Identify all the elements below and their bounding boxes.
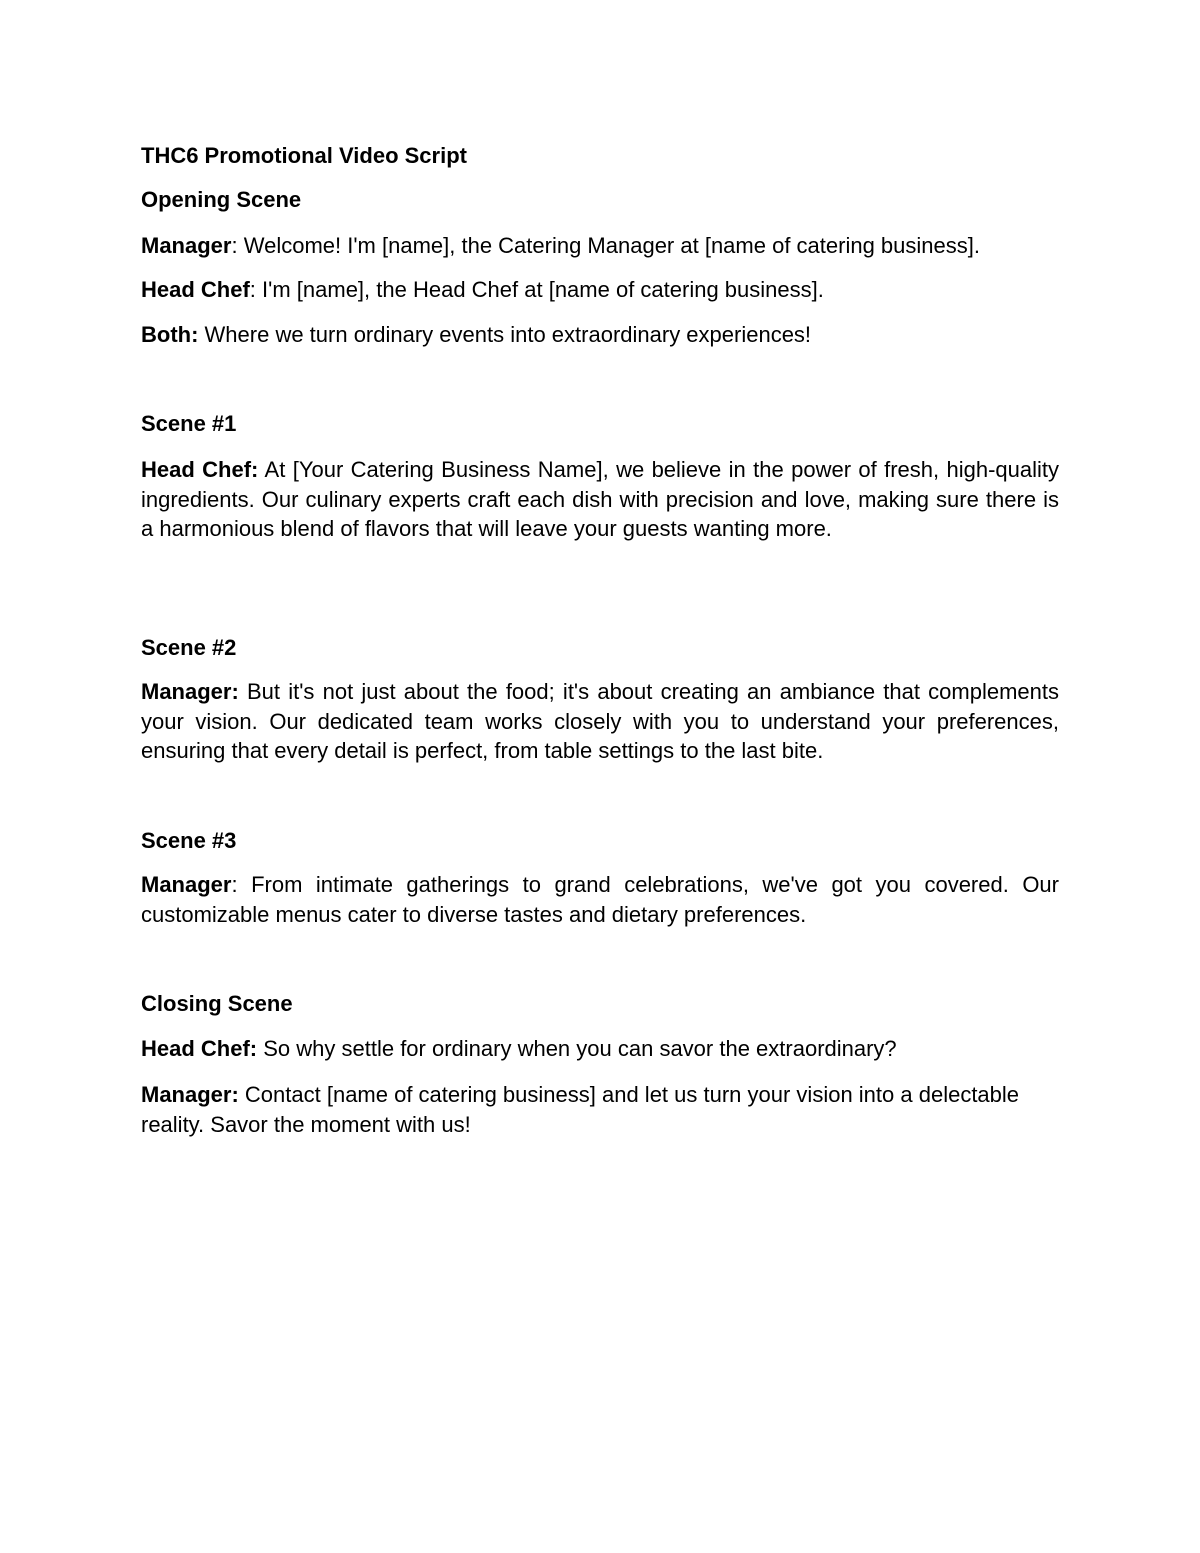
speaker-label: Head Chef bbox=[141, 277, 250, 302]
section-heading-scene-1: Scene #1 bbox=[141, 411, 237, 436]
speaker-label: Head Chef: bbox=[141, 1036, 258, 1061]
dialogue-text: But it's not just about the food; it's about creating an ambiance that complements your vision. Our dedicated team works closely with you to understand your preferences, ensuring that every detail is perfect, from table settings to the last bite. bbox=[141, 679, 1059, 763]
document-title: THC6 Promotional Video Script bbox=[141, 143, 467, 168]
section-heading-closing-scene: Closing Scene bbox=[141, 991, 293, 1016]
dialogue-line-manager-welcome bbox=[141, 231, 1059, 261]
dialogue-text: So why settle for ordinary when you can savor the extraordinary? bbox=[257, 1036, 897, 1061]
section-heading-scene-3: Scene #3 bbox=[141, 828, 237, 853]
speaker-label: Manager bbox=[141, 233, 232, 258]
dialogue-line-manager-closing bbox=[141, 1080, 1059, 1139]
dialogue-text: Welcome! I'm [name], the Catering Manager at [name of catering business]. bbox=[237, 233, 980, 258]
dialogue-line-manager-scene-2 bbox=[141, 677, 1059, 766]
speaker-label: Manager: bbox=[141, 679, 239, 704]
dialogue-line-both bbox=[141, 320, 1059, 350]
dialogue-text: Contact [name of catering business] and let us turn your vision into a delectable reality. Savor the moment with us! bbox=[141, 1082, 1020, 1137]
section-heading-opening-scene: Opening Scene bbox=[141, 187, 302, 212]
dialogue-line-head-chef-intro bbox=[141, 275, 1059, 305]
dialogue-text: Where we turn ordinary events into extraordinary experiences! bbox=[198, 322, 812, 347]
dialogue-line-head-chef-closing bbox=[141, 1034, 1059, 1064]
dialogue-text: I'm [name], the Head Chef at [name of catering business]. bbox=[255, 277, 824, 302]
speaker-label: Both: bbox=[141, 322, 199, 347]
dialogue-text: From intimate gatherings to grand celebrations, we've got you covered. Our customizable menus cater to diverse tastes and dietary preferences. bbox=[141, 872, 1059, 927]
speaker-separator: : bbox=[231, 233, 238, 258]
speaker-label: Head Chef: bbox=[141, 457, 259, 482]
dialogue-text: At [Your Catering Business Name], we believe in the power of fresh, high-quality ingredients. Our culinary experts craft each dish with precision and love, making sure there is a harmonious blend of flavors that will leave your guests wanting more. bbox=[141, 457, 1060, 541]
speaker-separator: : bbox=[249, 277, 256, 302]
speaker-label: Manager bbox=[141, 872, 232, 897]
speaker-separator: : bbox=[231, 872, 238, 897]
dialogue-line-head-chef-scene-1 bbox=[141, 455, 1059, 544]
dialogue-line-manager-scene-3 bbox=[141, 870, 1059, 929]
section-heading-scene-2: Scene #2 bbox=[141, 635, 237, 660]
speaker-label: Manager: bbox=[141, 1082, 239, 1107]
